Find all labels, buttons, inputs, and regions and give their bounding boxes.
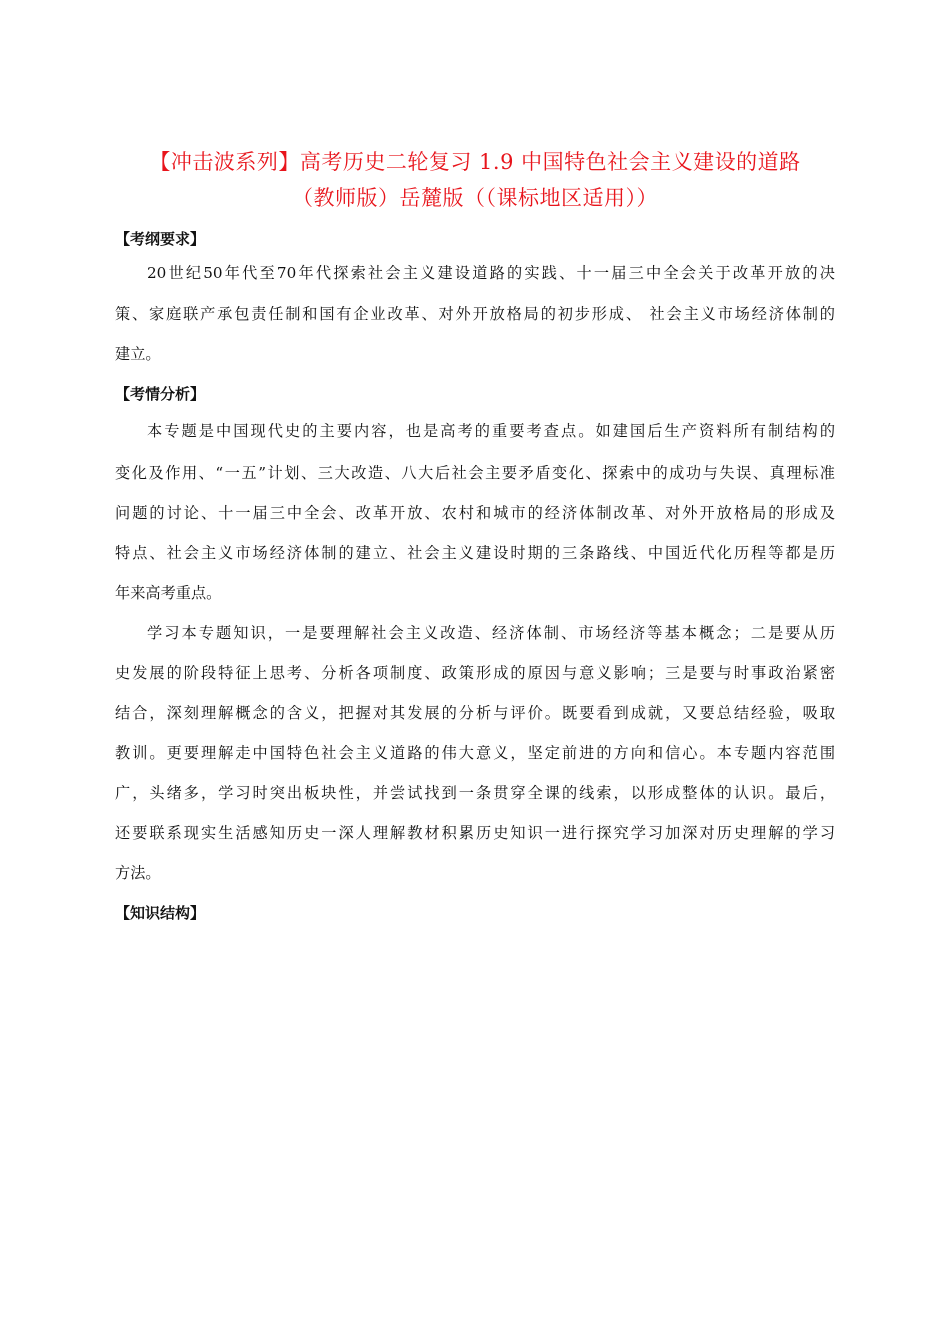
paragraph-line: 广，头绪多，学习时突出板块性，并尝试找到一条贯穿全课的线索，以形成整体的认识。最后，: [115, 784, 835, 802]
paragraph-line: 问题的讨论、十一届三中全会、改革开放、农村和城市的经济体制改革、对外开放格局的形成及: [115, 504, 835, 522]
paragraph-line: 本专题是中国现代史的主要内容，也是高考的重要考查点。如建国后生产资料所有制结构的: [147, 422, 835, 440]
document-title-line-2: （教师版）岳麓版（（课标地区适用））: [292, 186, 658, 210]
paragraph-line: 年来高考重点。: [115, 584, 222, 602]
paragraph-line: 结合，深刻理解概念的含义，把握对其发展的分析与评价。既要看到成就，又要总结经验，吸取: [115, 704, 835, 722]
paragraph-line: 学习本专题知识，一是要理解社会主义改造、经济体制、市场经济等基本概念；二是要从历: [147, 624, 835, 642]
document-title-line-1: 【冲击波系列】高考历史二轮复习 1.9 中国特色社会主义建设的道路: [149, 150, 801, 174]
paragraph-line: 史发展的阶段特征上思考、分析各项制度、政策形成的原因与意义影响；三是要与时事政治紧密: [115, 664, 835, 682]
paragraph-line: 特点、社会主义市场经济体制的建立、社会主义建设时期的三条路线、中国近代化历程等都是历: [115, 544, 835, 562]
section-heading-structure: 【知识结构】: [115, 904, 206, 922]
paragraph-line: 还要联系现实生活感知历史一深人理解教材积累历史知识一进行探究学习加深对历史理解的学习: [115, 824, 835, 842]
section-heading-analysis: 【考情分析】: [115, 385, 206, 403]
paragraph-line: 建立。: [115, 345, 161, 363]
paragraph-line: 变化及作用、“一五”计划、三大改造、八大后社会主要矛盾变化、探索中的成功与失误、真理标准: [115, 464, 835, 482]
section-heading-syllabus: 【考纲要求】: [115, 230, 206, 248]
paragraph-line: 策、家庭联产承包责任制和国有企业改革、对外开放格局的初步形成、 社会主义市场经济体制的: [115, 305, 835, 323]
paragraph-line: 方法。: [115, 864, 161, 882]
paragraph-line: 20世纪50年代至70年代探索社会主义建设道路的实践、十一届三中全会关于改革开放的决: [147, 264, 835, 282]
paragraph-line: 教训。更要理解走中国特色社会主义道路的伟大意义，坚定前进的方向和信心。本专题内容范围: [115, 744, 835, 762]
